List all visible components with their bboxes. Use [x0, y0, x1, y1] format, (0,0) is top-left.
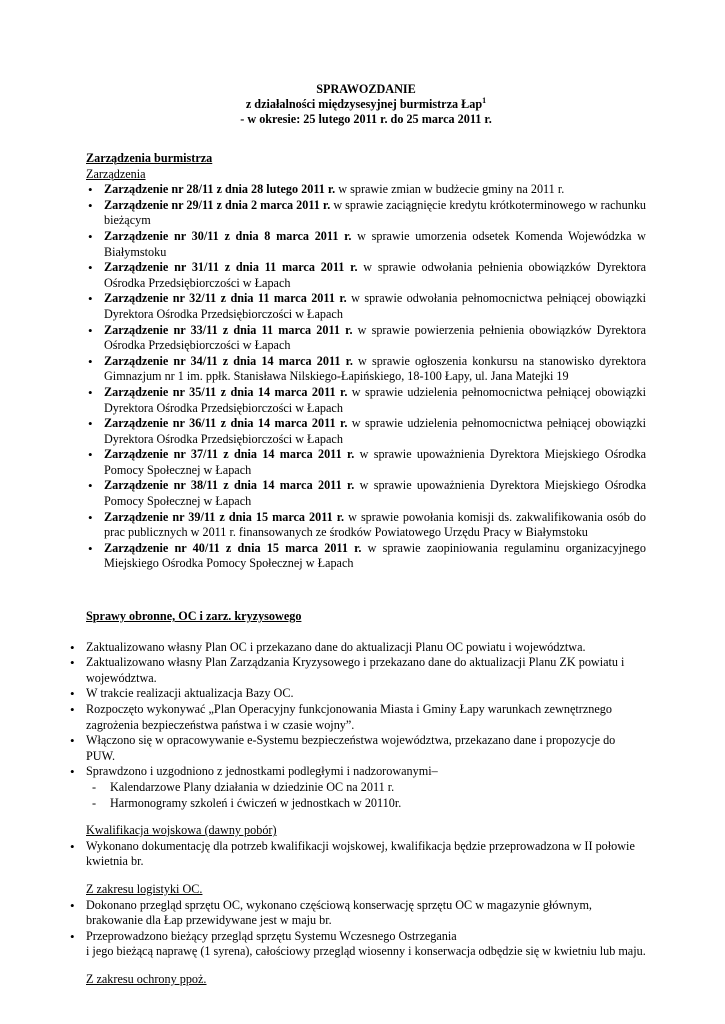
item-text: w sprawie zaopiniowania regulaminu organizacyjnego Miejskiego Ośrodka Pomocy Społecznej w Łapach	[104, 540, 646, 571]
item-text: w sprawie odwołania pełnienia obowiązków Dyrektora Ośrodka Przedsiębiorczości w Łapach	[104, 260, 646, 290]
item-text: w sprawie powierzenia pełnienia obowiązków Dyrektora Ośrodka Przedsiębiorczości w Łapach	[104, 322, 646, 353]
list-item: • W trakcie realizacji aktualizacja Bazy OC.	[68, 686, 646, 702]
title-line-3: - w okresie: 25 lutego 2011 r. do 25 marca 2011 r.	[240, 112, 492, 126]
list-item	[86, 416, 646, 447]
item-text: w sprawie upoważnienia Dyrektora Miejskiego Ośrodka Pomocy Społecznej w Łapach	[104, 478, 646, 509]
footnote-mark: 1	[482, 95, 487, 105]
item-text: w sprawie upoważnienia Dyrektora Miejskiego Ośrodka Pomocy Społecznej w Łapach	[104, 447, 646, 477]
list-item	[86, 198, 646, 229]
item-bold: Zarządzenie nr 35/11 z dnia 14 marca 2011 r.	[104, 384, 348, 399]
item-text: w sprawie powołania komisji ds. zakwalifikowania osób do prac publicznych w 2011 r. finansowanych ze środków Powiatowego Urzędu Pracy w Białymstoku	[104, 509, 646, 540]
item-text: w sprawie odwołania pełnomocnictwa pełniącej obowiązki Dyrektora Ośrodka Przedsiębiorczości w Łapach	[104, 291, 646, 321]
list-item	[86, 478, 646, 509]
list-item	[86, 291, 646, 322]
item-bold: Zarządzenie nr 37/11 z dnia 14 marca 2011 r.	[104, 447, 355, 462]
section-heading-ochrona-ppoz: Z zakresu ochrony ppoż.	[86, 971, 207, 986]
list-item	[68, 929, 646, 960]
item-text: w sprawie ogłoszenia konkursu na stanowisko dyrektora Gimnazjum nr 1 im. ppłk. Stanisława Nilskiego-Łapińskiego, 18-100 Łapy, ul. Jana Matejki 19	[104, 353, 646, 384]
item-bold: Zarządzenie nr 29/11 z dnia 2 marca 2011 r.	[104, 197, 331, 212]
item-bold: Zarządzenie nr 31/11 z dnia 11 marca 2011 r.	[104, 260, 358, 275]
section-heading-zarzadzenia-burmistrza: Zarządzenia burmistrza	[86, 151, 213, 165]
list-item	[86, 229, 646, 260]
list-item	[86, 510, 646, 541]
list-item	[86, 182, 646, 198]
list-item: • Dokonano przegląd sprzętu OC, wykonano częściową konserwację sprzętu OC w magazynie głównym, brakowanie dla Łap przewidywane jest w maju br.	[68, 898, 646, 929]
section-heading-kwalifikacja-wojskowa: Kwalifikacja wojskowa (dawny pobór)	[86, 823, 277, 838]
item-text: w sprawie udzielenia pełnomocnictwa pełniącej obowiązki Dyrektora Ośrodka Przedsiębiorczości w Łapach	[104, 416, 646, 446]
subheading-zarzadzenia: Zarządzenia	[86, 166, 146, 181]
list-item	[86, 323, 646, 354]
title-line-1: SPRAWOZDANIE	[316, 82, 416, 96]
item-bold: Zarządzenie nr 34/11 z dnia 14 marca 2011 r.	[104, 353, 353, 368]
item-text: w sprawie umorzenia odsetek Komenda Wojewódzka w Białymstoku	[104, 228, 646, 259]
list-item: • Rozpoczęto wykonywać „Plan Operacyjny funkcjonowania Miasta i Gminy Łapy warunkach zewnętrznego zagrożenia bezpieczeństwa państwa i w czasie wojny”.	[68, 702, 646, 733]
list-item: • Wykonano dokumentację dla potrzeb kwalifikacji wojskowej, kwalifikacja będzie przeprowadzona w II połowie kwietnia br.	[68, 839, 646, 870]
section-heading-sprawy-obronne: Sprawy obronne, OC i zarz. kryzysowego	[86, 609, 302, 624]
item-bold: Zarządzenie nr 40/11 z dnia 15 marca 2011 r.	[104, 540, 362, 555]
title-line-2-text: z działalności międzysesyjnej burmistrza Łap	[245, 97, 483, 111]
list-item: • Sprawdzono i uzgodniono z jednostkami podległymi i nadzorowanymi–	[68, 764, 646, 780]
section-heading-logistyka-oc: Z zakresu logistyki OC.	[86, 881, 203, 896]
list-item	[86, 447, 646, 478]
sprawy-obronne-list	[86, 640, 646, 780]
list-item	[86, 541, 646, 572]
item-continuation: i jego bieżącą naprawę (1 syrena), całościowy przegląd wiosenny i konserwacja odbędzie się w kwietniu lub maju.	[86, 944, 646, 959]
item-bold: Zarządzenie nr 30/11 z dnia 8 marca 2011 r.	[104, 228, 352, 243]
item-bold: Zarządzenie nr 32/11 z dnia 11 marca 2011 r.	[104, 291, 347, 306]
list-item	[86, 385, 646, 416]
title-line-2	[86, 97, 646, 112]
item-bold: Zarządzenie nr 38/11 z dnia 14 marca 2011 r.	[104, 478, 355, 493]
item-text: w sprawie zmian w budżecie gminy na 2011 r.	[335, 182, 565, 197]
item-bold: Zarządzenie nr 28/11 z dnia 28 lutego 2011 r.	[104, 182, 336, 197]
report-title	[86, 82, 646, 127]
item-text: w sprawie zaciągnięcie kredytu krótkoterminowego w rachunku bieżącym	[104, 197, 647, 228]
document-page	[86, 82, 646, 988]
item-text: w sprawie udzielenia pełnomocnictwa pełniącej obowiązki Dyrektora Ośrodka Przedsiębiorczości w Łapach	[104, 384, 646, 415]
item-first-line: Przeprowadzono bieżący przegląd sprzętu Systemu Wczesnego Ostrzegania	[86, 928, 457, 943]
list-item: • Włączono się w opracowywanie e-Systemu bezpieczeństwa województwa, przekazano dane i propozycje do PUW.	[68, 733, 646, 764]
logistyka-list	[86, 898, 646, 960]
kwalifikacja-list	[86, 839, 646, 870]
list-item	[86, 354, 646, 385]
list-item: • Zaktualizowano własny Plan Zarządzania Kryzysowego i przekazano dane do aktualizacji Planu ZK powiatu i województwa.	[68, 655, 646, 686]
item-bold: Zarządzenie nr 36/11 z dnia 14 marca 2011 r.	[104, 416, 348, 431]
item-bold: Zarządzenie nr 39/11 z dnia 15 marca 2011 r.	[104, 509, 345, 524]
list-item: • Zaktualizowano własny Plan OC i przekazano dane do aktualizacji Planu OC powiatu i województwa.	[68, 640, 646, 656]
dash-item: - Kalendarzowe Plany działania w dziedzinie OC na 2011 r.	[86, 780, 646, 796]
zarzadzenia-list	[86, 182, 646, 572]
dash-item: - Harmonogramy szkoleń i ćwiczeń w jednostkach w 20110r.	[86, 796, 646, 812]
sprawdzono-dash-list	[86, 780, 646, 811]
list-item	[86, 260, 646, 291]
item-bold: Zarządzenie nr 33/11 z dnia 11 marca 2011 r.	[104, 322, 353, 337]
